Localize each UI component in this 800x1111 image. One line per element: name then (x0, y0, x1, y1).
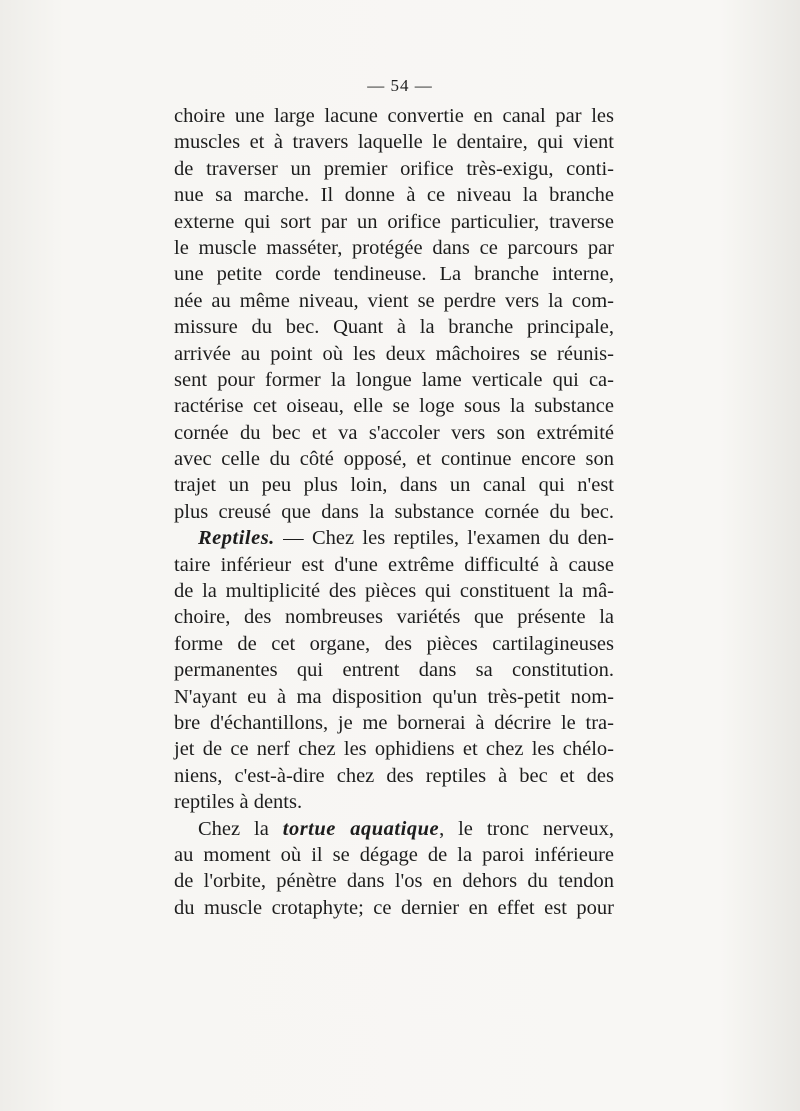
text-line: bre d'échantillons, je me bornerai à décrire le tra- (174, 711, 614, 734)
text-line: forme de cet organe, des pièces cartilagineuses (174, 632, 614, 655)
text-line: nue sa marche. Il donne à ce niveau la branche (174, 184, 614, 207)
text-line: permanentes qui entrent dans sa constitution. (174, 659, 614, 682)
text-line: une petite corde tendineuse. La branche interne, (174, 263, 614, 286)
text-line: plus creusé que dans la substance cornée du bec. (174, 500, 614, 523)
text-line: externe qui sort par un orifice particulier, traverse (174, 210, 614, 233)
text-line: taire inférieur est d'une extrême difficulté à cause (174, 553, 614, 576)
text-line: niens, c'est-à-dire chez des reptiles à bec et des (174, 764, 614, 787)
text-line: avec celle du côté opposé, et continue encore son (174, 448, 614, 471)
text-line: cornée du bec et va s'accoler vers son extrémité (174, 421, 614, 444)
text-line: sent pour former la longue lame verticale qui ca- (174, 368, 614, 391)
text-line: choire, des nombreuses variétés que présente la (174, 606, 614, 629)
text-line: trajet un peu plus loin, dans un canal qui n'est (174, 474, 614, 497)
reptiles-paragraph-start (174, 525, 614, 551)
text-line: choire une large lacune convertie en canal par les (174, 105, 614, 127)
body-text (174, 103, 614, 921)
text-line: de l'orbite, pénètre dans l'os en dehors du tendon (174, 870, 614, 893)
text-line: missure du bec. Quant à la branche principale, (174, 316, 614, 339)
text-line: reptiles à dents. (174, 791, 303, 814)
text-line: Chez la (198, 817, 269, 840)
text-line: arrivée au point où les deux mâchoires se réunis- (174, 342, 614, 365)
text-line: muscles et à travers laquelle le dentaire, qui vient (174, 131, 614, 154)
text-line: , le tronc nerveux, (439, 817, 614, 840)
text-line: jet de ce nerf chez les ophidiens et chez les chélo- (174, 738, 614, 761)
tortue-term: tortue aquatique (282, 817, 440, 840)
reptiles-heading: Reptiles. (198, 527, 275, 550)
text-line: le muscle masséter, protégée dans ce parcours par (174, 236, 614, 259)
tortue-paragraph-start (174, 816, 614, 842)
text-line: du muscle crotaphyte; ce dernier en effet est pour (174, 896, 614, 919)
text-line: au moment où il se dégage de la paroi inférieure (174, 843, 614, 866)
text-line: N'ayant eu à ma disposition qu'un très-petit nom- (174, 685, 614, 708)
text-line: née au même niveau, vient se perdre vers la com- (174, 289, 614, 312)
text-line: de traverser un premier orifice très-exigu, conti- (174, 157, 614, 180)
page-number: — 54 — (367, 76, 433, 95)
text-line: ractérise cet oiseau, elle se loge sous la substance (174, 395, 614, 418)
text-line: de la multiplicité des pièces qui constituent la mâ- (174, 580, 614, 603)
text-line: — Chez les reptiles, l'examen du den- (283, 527, 614, 550)
